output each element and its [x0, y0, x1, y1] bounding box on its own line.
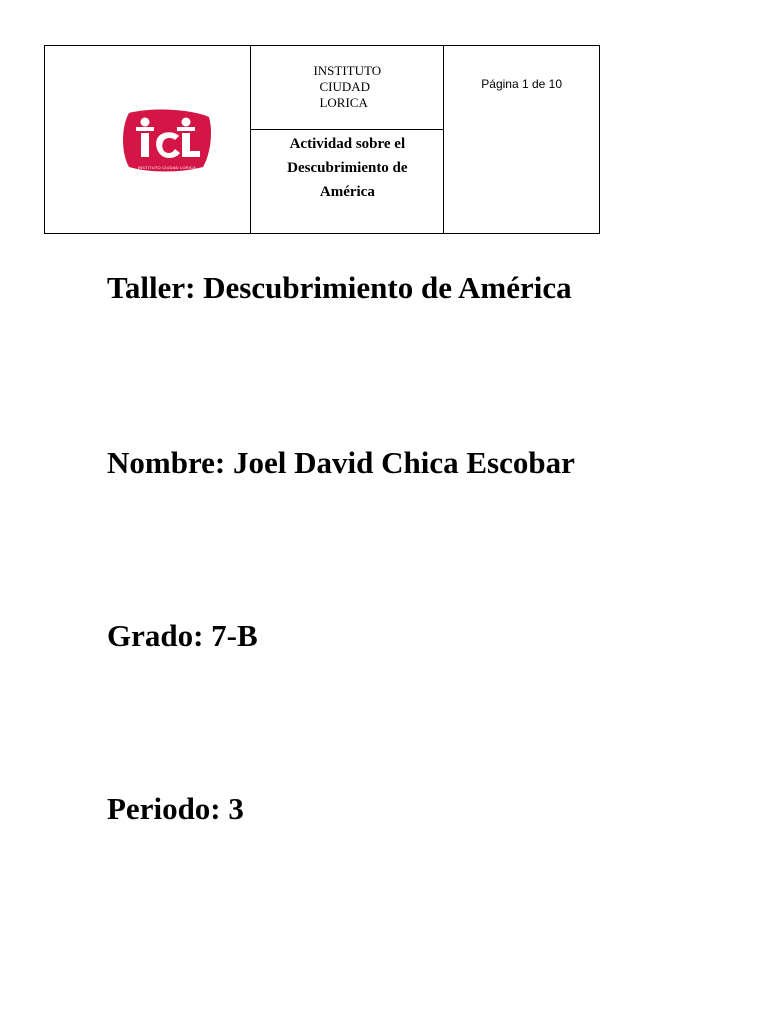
activity-line-2: Descubrimiento de — [287, 160, 408, 176]
icl-logo-icon — [121, 109, 213, 173]
nombre-field: Nombre: Joel David Chica Escobar — [107, 445, 575, 480]
activity-line-3: América — [319, 184, 375, 200]
activity-line-1: Actividad sobre el — [289, 136, 406, 152]
logo-subtitle: INSTITUTO CIUDAD LORICA — [137, 165, 197, 170]
activity-title — [251, 130, 443, 204]
institute-line-3: LORICA — [319, 95, 368, 110]
logo-cell — [45, 46, 251, 234]
institute-logo — [121, 109, 213, 173]
institute-name — [251, 46, 443, 130]
document-header-table — [44, 45, 600, 234]
periodo-field: Periodo: 3 — [107, 791, 244, 826]
taller-heading: Taller: Descubrimiento de América — [107, 270, 572, 305]
institute-line-2: CIUDAD — [319, 79, 371, 94]
page-number: Página 1 de 10 — [481, 77, 563, 91]
grado-field: Grado: 7-B — [107, 618, 258, 653]
institute-line-1: INSTITUTO — [313, 63, 382, 78]
title-cell — [251, 46, 444, 234]
page-number-cell — [444, 46, 600, 234]
